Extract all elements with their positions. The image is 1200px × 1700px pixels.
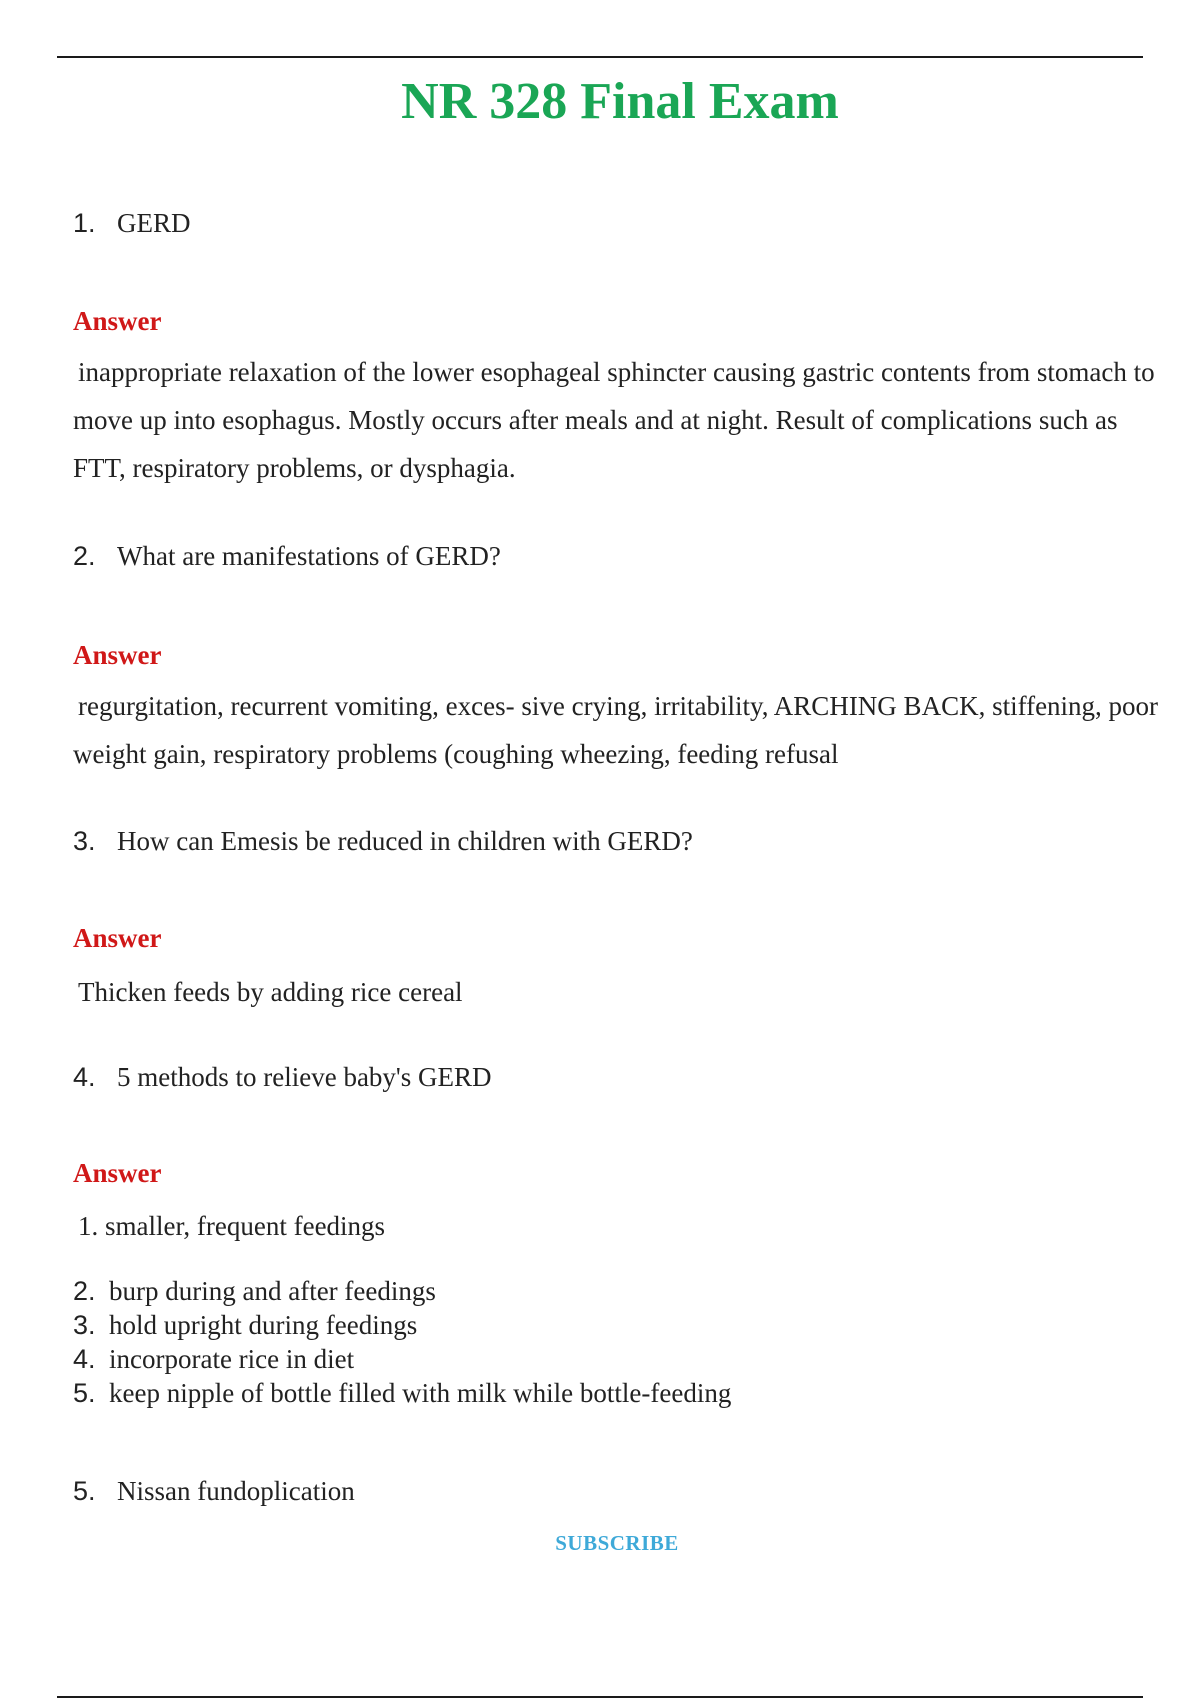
top-rule [57, 56, 1143, 58]
answer-text: inappropriate relaxation of the lower esophageal sphincter causing gastric contents from stomach to move up into esophagus. Mostly occurs after meals and at night. Result of complications such as FTT, respiratory problems, or dysphagia. [73, 357, 1155, 483]
methods-list [73, 1274, 731, 1410]
question-5 [73, 1476, 355, 1507]
question-number: 4. [73, 1062, 96, 1092]
page-title: NR 328 Final Exam [401, 73, 839, 130]
question-text: Nissan fundoplication [117, 1476, 355, 1506]
question-text: What are manifestations of GERD? [117, 541, 501, 571]
bottom-rule [57, 1696, 1143, 1698]
subscribe-link[interactable]: SUBSCRIBE [555, 1531, 679, 1555]
question-text: GERD [117, 208, 191, 238]
answer-text: Thicken feeds by adding rice cereal [78, 977, 463, 1007]
list-item [73, 1308, 731, 1342]
answer-text: 1. smaller, frequent feedings [78, 1211, 386, 1241]
question-text: 5 methods to relieve baby's GERD [117, 1062, 492, 1092]
list-number: 5. [73, 1378, 96, 1408]
question-4 [73, 1062, 492, 1093]
list-item [73, 1342, 731, 1376]
list-text: keep nipple of bottle filled with milk while bottle-feeding [109, 1378, 732, 1408]
answer-label-1: Answer [73, 306, 162, 336]
question-number: 5. [73, 1476, 96, 1506]
answer-label-2: Answer [73, 640, 162, 670]
answer-label-4: Answer [73, 1158, 162, 1188]
answer-label-3: Answer [73, 923, 162, 953]
answer-text: regurgitation, recurrent vomiting, exces- sive crying, irritability, ARCHING BACK, stiffening, poor weight gain, respiratory problems (coughing wheezing, feeding refusal [73, 691, 1159, 769]
question-2 [73, 541, 501, 572]
list-number: 3. [73, 1310, 96, 1340]
question-number: 2. [73, 541, 96, 571]
list-item [73, 1274, 731, 1308]
question-1 [73, 208, 191, 239]
list-item [73, 1376, 731, 1410]
list-number: 2. [73, 1276, 96, 1306]
answer-2 [73, 682, 1163, 778]
question-number: 1. [73, 208, 96, 238]
answer-3 [73, 968, 1163, 1016]
list-text: incorporate rice in diet [109, 1344, 355, 1374]
list-number: 4. [73, 1344, 96, 1374]
answer-1 [73, 348, 1163, 492]
question-3 [73, 826, 693, 857]
question-text: How can Emesis be reduced in children with GERD? [117, 826, 693, 856]
list-text: burp during and after feedings [109, 1276, 436, 1306]
answer-4 [73, 1202, 1163, 1250]
list-text: hold upright during feedings [109, 1310, 418, 1340]
question-number: 3. [73, 826, 96, 856]
